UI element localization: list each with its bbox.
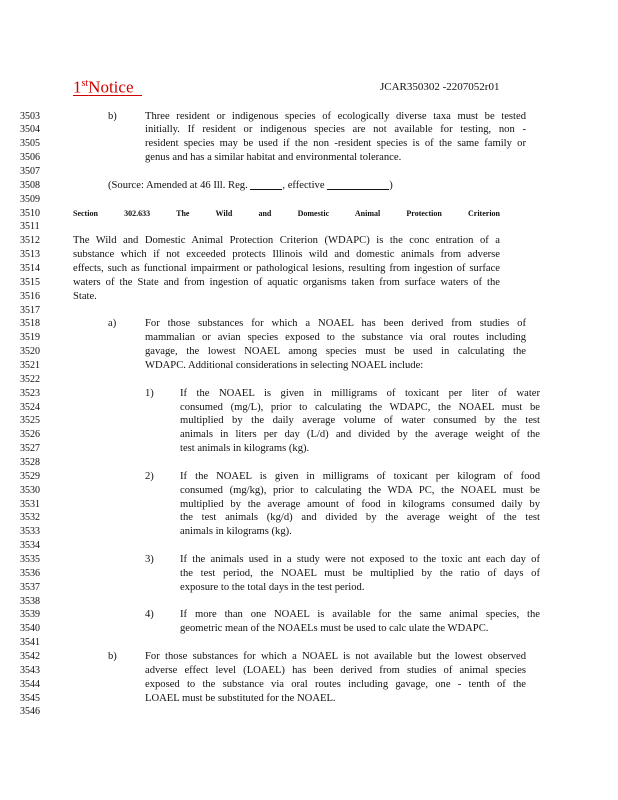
document-line	[0, 678, 618, 692]
line-number: 3546	[20, 706, 40, 718]
document-line	[0, 595, 618, 609]
line-number: 3530	[20, 484, 40, 496]
document-line	[0, 220, 618, 234]
line-number: 3528	[20, 457, 40, 468]
line-number: 3504	[20, 124, 40, 136]
line-text: If the animals used in a study were not exposed to the toxic ant each day of	[180, 554, 540, 566]
line-text: WDAPC. Additional considerations in selecting NOAEL include:	[145, 359, 424, 371]
document-line	[0, 179, 618, 193]
line-number: 3505	[20, 138, 40, 150]
notice-title	[73, 74, 142, 98]
line-text: For those substances for which a NOAEL has been derived from studies of	[145, 318, 526, 330]
line-number: 3510	[20, 207, 40, 219]
document-line	[0, 123, 618, 137]
line-text: If more than one NOAEL is available for the same animal species, the	[180, 609, 540, 621]
line-number: 3514	[20, 262, 40, 274]
document-line	[0, 373, 618, 387]
line-text: initially. If resident or indigenous species are not available for testing, non -	[145, 124, 526, 136]
line-number: 3534	[20, 540, 40, 552]
line-text: adverse effect level (LOAEL) has been derived from studies of animal species	[145, 664, 526, 676]
document-line	[0, 248, 618, 262]
line-number: 3531	[20, 498, 40, 510]
document-line	[0, 110, 618, 124]
document-code: JCAR350302 -2207052r01	[380, 81, 500, 93]
line-text: the test period, the NOAEL must be multiplied by the ratio of days of	[180, 567, 540, 579]
document-line	[0, 345, 618, 359]
document-line	[0, 262, 618, 276]
line-text: test animals in kilograms (kg).	[180, 443, 310, 455]
line-text: If the NOAEL is given in milligrams of toxicant per liter of water	[180, 387, 540, 399]
line-number: 3518	[20, 318, 40, 330]
line-number: 3512	[20, 235, 40, 247]
line-number: 3519	[20, 332, 40, 344]
line-number: 3507	[20, 165, 40, 177]
item-label: b)	[108, 110, 117, 122]
source-note	[108, 179, 393, 193]
document-line	[0, 692, 618, 706]
line-number: 3511	[20, 221, 40, 233]
line-number: 3525	[20, 415, 40, 427]
line-number: 3529	[20, 470, 40, 482]
line-number: 3545	[20, 692, 40, 704]
document-line	[0, 498, 618, 512]
document-line	[0, 608, 618, 622]
line-number: 3513	[20, 249, 40, 261]
document-line	[0, 276, 618, 290]
line-text: consumed (mg/L), prior to calculating the WDAPC, the NOAEL must be	[180, 401, 540, 413]
line-number: 3539	[20, 609, 40, 621]
line-number: 3515	[20, 276, 40, 288]
line-number: 3536	[20, 567, 40, 579]
document-line	[0, 470, 618, 484]
source-text: (Source: Amended at 46 Ill. Reg.	[108, 179, 248, 191]
line-text: mammalian or avian species exposed to the substance via oral routes including	[145, 332, 526, 344]
line-number: 3537	[20, 581, 40, 593]
document-line	[0, 622, 618, 636]
line-text: Three resident or indigenous species of ecologically diverse taxa must be tested	[145, 110, 526, 122]
notice-number: 1	[73, 77, 82, 97]
line-text: the test animals (kg/d) and divided by the average weight of the test	[180, 512, 540, 524]
line-number: 3533	[20, 526, 40, 538]
document-line	[0, 414, 618, 428]
line-text: waters of the State and from ingestion of aquatic organisms taken from surface waters of the	[73, 276, 500, 288]
line-text: exposed to the substance via oral routes including gavage, one - tenth of the	[145, 678, 526, 690]
document-line	[0, 137, 618, 151]
item-label: a)	[108, 318, 117, 330]
line-text: multiplied by the daily average volume of water consumed by the test	[180, 415, 540, 427]
line-text: genus and has a similar habitat and environmental tolerance.	[145, 152, 402, 164]
notice-word: Notice	[88, 77, 134, 97]
line-number: 3542	[20, 651, 40, 663]
line-number: 3532	[20, 512, 40, 524]
document-line	[0, 290, 618, 304]
document-line	[0, 636, 618, 650]
item-label: 3)	[145, 554, 154, 566]
document-line	[0, 359, 618, 373]
section-heading: Section 302.633 The Wild and Domestic Animal Protection Criterion	[73, 208, 500, 218]
line-text: multiplied by the average amount of food in kilograms consumed daily by	[180, 498, 540, 510]
line-text: substance which if not exceeded protects Illinois wild and domestic animals from adverse	[73, 249, 500, 261]
document-line	[0, 151, 618, 165]
line-text: exposure to the total days in the test period.	[180, 581, 365, 593]
document-line	[0, 567, 618, 581]
document-line	[0, 207, 618, 221]
line-number: 3503	[20, 110, 40, 122]
line-number: 3517	[20, 304, 40, 316]
item-label: 1)	[145, 387, 154, 399]
line-text: For those substances for which a NOAEL is not available but the lowest observed	[145, 651, 526, 663]
line-number: 3543	[20, 664, 40, 676]
line-number: 3526	[20, 429, 40, 441]
line-number: 3521	[20, 359, 40, 371]
line-number: 3538	[20, 595, 40, 607]
register-blank	[250, 179, 282, 190]
document-line	[0, 484, 618, 498]
document-line	[0, 539, 618, 553]
line-text: gavage, the lowest NOAEL among species must be used in calculating the	[145, 346, 526, 358]
document-line	[0, 304, 618, 318]
document-line	[0, 553, 618, 567]
document-line	[0, 428, 618, 442]
document-line	[0, 442, 618, 456]
document-line	[0, 511, 618, 525]
line-text: State.	[73, 290, 97, 302]
document-line	[0, 456, 618, 470]
line-text: If the NOAEL is given in milligrams of toxicant per kilogram of food	[180, 470, 540, 482]
document-line	[0, 664, 618, 678]
document-line	[0, 581, 618, 595]
document-line	[0, 165, 618, 179]
line-number: 3535	[20, 554, 40, 566]
document-line	[0, 387, 618, 401]
line-number: 3541	[20, 637, 40, 649]
document-line	[0, 234, 618, 248]
effective-date-blank	[327, 179, 389, 190]
line-text: animals in liters per day (L/d) and divided by the average weight of the	[180, 429, 540, 441]
document-line	[0, 705, 618, 719]
line-text: animals in kilograms (kg).	[180, 526, 292, 538]
line-number: 3522	[20, 373, 40, 385]
line-number: 3523	[20, 387, 40, 399]
item-label: b)	[108, 651, 117, 663]
document-line	[0, 193, 618, 207]
item-label: 4)	[145, 609, 154, 621]
line-number: 3524	[20, 401, 40, 413]
line-number: 3527	[20, 443, 40, 455]
document-line	[0, 650, 618, 664]
line-number: 3544	[20, 678, 40, 690]
closing-paren: )	[389, 179, 393, 191]
line-text: resident species may be used if the non -resident species is of the same family or	[145, 138, 526, 150]
line-text: effects, such as functional impairment or pathological lesions, resulting from ingestion of surface	[73, 262, 500, 274]
line-number: 3508	[20, 179, 40, 191]
line-number: 3516	[20, 290, 40, 302]
line-text: consumed (mg/kg), prior to calculating the WDA PC, the NOAEL must be	[180, 484, 540, 496]
effective-text: , effective	[282, 179, 325, 191]
document-line	[0, 317, 618, 331]
document-line	[0, 331, 618, 345]
line-text: geometric mean of the NOAELs must be used to calc ulate the WDAPC.	[180, 623, 489, 635]
line-number: 3540	[20, 623, 40, 635]
line-text: The Wild and Domestic Animal Protection Criterion (WDAPC) is the conc entration of a	[73, 235, 500, 247]
line-number: 3520	[20, 346, 40, 358]
item-label: 2)	[145, 470, 154, 482]
line-number: 3509	[20, 193, 40, 205]
notice-suffix: st	[81, 78, 89, 89]
document-line	[0, 525, 618, 539]
line-number: 3506	[20, 152, 40, 164]
line-text: LOAEL must be substituted for the NOAEL.	[145, 692, 336, 704]
document-line	[0, 401, 618, 415]
